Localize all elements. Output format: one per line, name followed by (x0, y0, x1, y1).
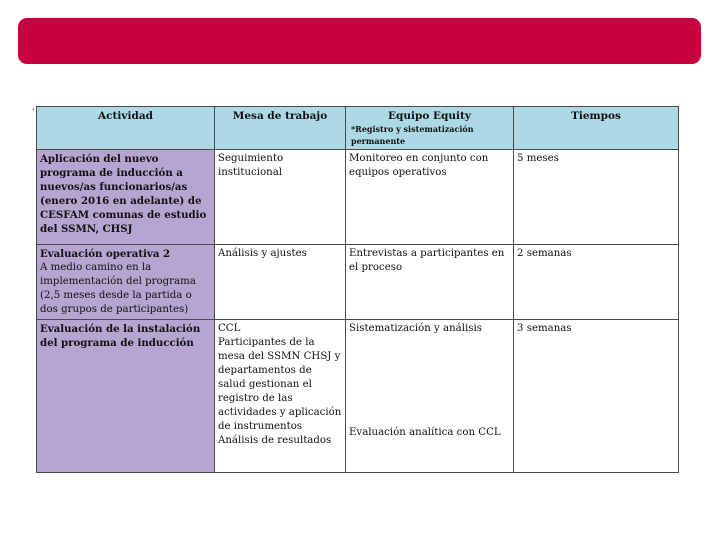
cell-tiempos: 3 semanas (514, 320, 679, 473)
cell-equipo (346, 320, 514, 473)
cell-spacer (349, 336, 510, 426)
cell-actividad (37, 245, 215, 320)
header-tiempos: Tiempos (514, 107, 679, 150)
header-actividad: Actividad (37, 107, 215, 150)
cell-actividad: Aplicación del nuevo programa de inducción a nuevos/as funcionarios/as (enero 2016 en adelante) de CESFAM comunas de estudio del SSMN, CHSJ (37, 150, 215, 245)
cell-equipo: Entrevistas a participantes en el proceso (346, 245, 514, 320)
cell-equipo-bottom: Evaluación analítica con CCL (349, 427, 501, 438)
header-equipo (346, 107, 514, 150)
cell-mesa: Seguimiento institucional (215, 150, 346, 245)
cell-mesa-line: Análisis de resultados (218, 435, 332, 446)
cell-actividad-body: A medio camino en la implementación del programa (2,5 meses desde la partida o dos grupos de participantes) (40, 262, 196, 315)
table-header-row (37, 107, 679, 150)
cell-mesa: Análisis y ajustes (215, 245, 346, 320)
activity-table (36, 106, 679, 473)
cell-actividad: Evaluación de la instalación del programa de inducción (37, 320, 215, 473)
cell-actividad-title: Evaluación operativa 2 (40, 248, 171, 260)
corner-mark: ' (32, 108, 35, 118)
cell-tiempos: 5 meses (514, 150, 679, 245)
cell-mesa-line: Participantes de la mesa del SSMN CHSJ y departamentos de salud gestionan el registro de las actividades y aplicación de instrumentos (218, 337, 342, 432)
cell-mesa-line: CCL (218, 323, 241, 334)
cell-tiempos: 2 semanas (514, 245, 679, 320)
cell-equipo-top: Sistematización y análisis (349, 323, 482, 334)
table-row (37, 320, 679, 473)
header-equipo-label: Equipo Equity (388, 110, 471, 122)
header-mesa: Mesa de trabajo (215, 107, 346, 150)
cell-mesa (215, 320, 346, 473)
title-banner (18, 18, 701, 64)
activity-table-container (36, 106, 680, 476)
table-row (37, 150, 679, 245)
header-equipo-subtitle: *Registro y sistematización permanente (351, 124, 474, 146)
cell-equipo: Monitoreo en conjunto con equipos operativos (346, 150, 514, 245)
table-row (37, 245, 679, 320)
